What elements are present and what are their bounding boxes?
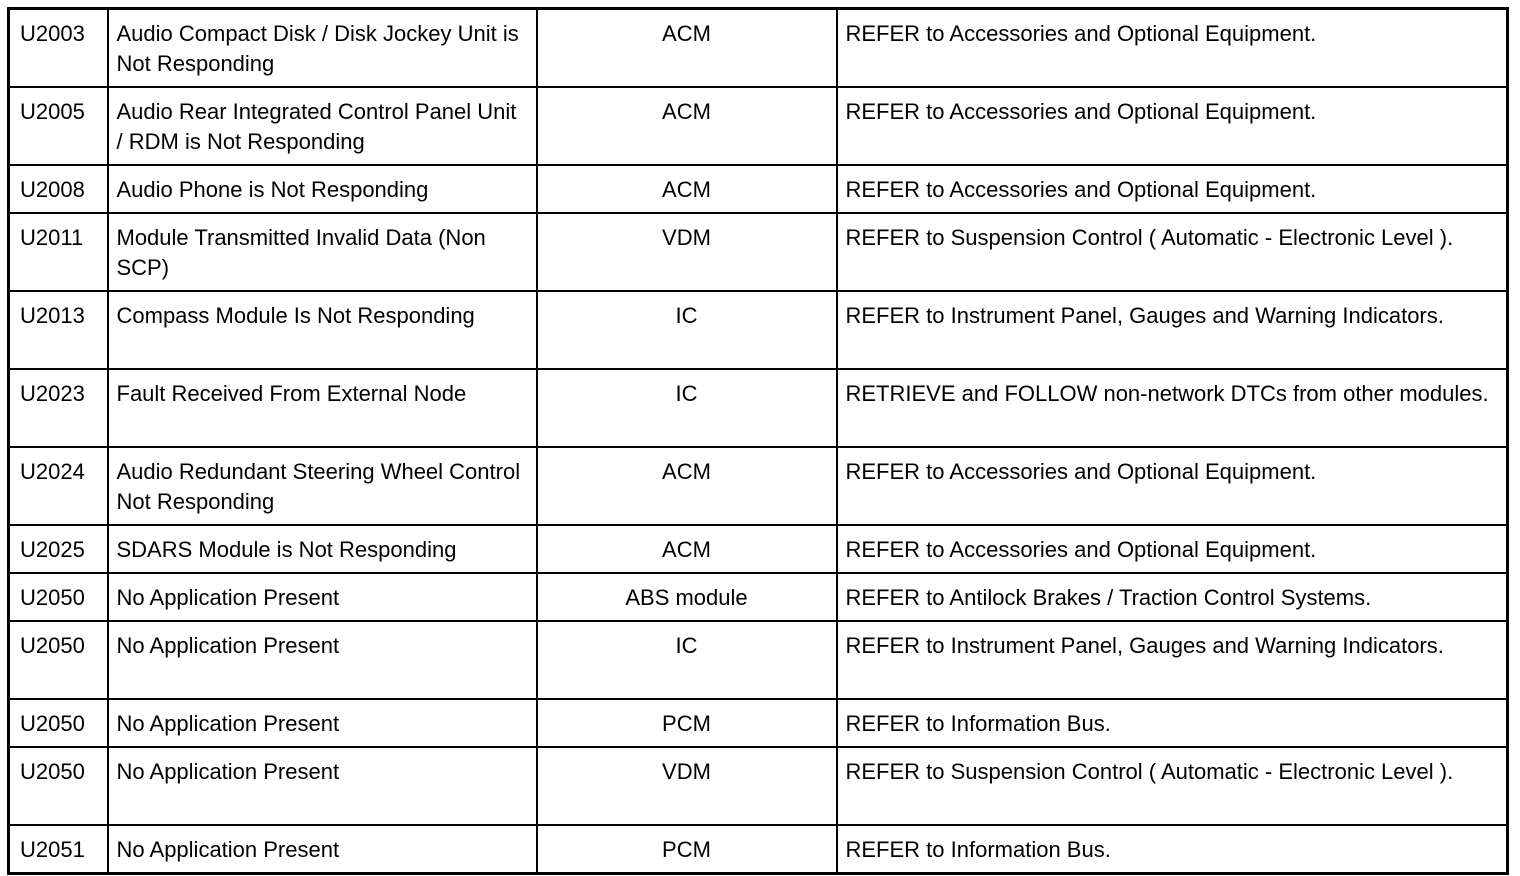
dtc-code: U2024 (9, 447, 108, 525)
dtc-action: REFER to Information Bus. (837, 825, 1508, 874)
table-row (9, 213, 1508, 291)
dtc-action: REFER to Accessories and Optional Equipment. (837, 87, 1508, 165)
table-row (9, 447, 1508, 525)
dtc-code: U2050 (9, 573, 108, 621)
dtc-code: U2011 (9, 213, 108, 291)
dtc-description: No Application Present (108, 747, 537, 825)
dtc-code: U2003 (9, 9, 108, 88)
dtc-action: REFER to Suspension Control ( Automatic - Electronic Level ). (837, 747, 1508, 825)
table-row (9, 291, 1508, 369)
dtc-action: REFER to Suspension Control ( Automatic - Electronic Level ). (837, 213, 1508, 291)
table-row (9, 699, 1508, 747)
dtc-module: PCM (537, 699, 837, 747)
dtc-description: SDARS Module is Not Responding (108, 525, 537, 573)
dtc-module: IC (537, 369, 837, 447)
dtc-table (7, 7, 1509, 875)
dtc-module: ACM (537, 87, 837, 165)
dtc-code: U2050 (9, 747, 108, 825)
dtc-action: REFER to Accessories and Optional Equipment. (837, 525, 1508, 573)
dtc-description: No Application Present (108, 573, 537, 621)
dtc-code: U2013 (9, 291, 108, 369)
dtc-description: Audio Compact Disk / Disk Jockey Unit is Not Responding (108, 9, 537, 88)
dtc-action: REFER to Instrument Panel, Gauges and Warning Indicators. (837, 291, 1508, 369)
dtc-description: Audio Redundant Steering Wheel Control Not Responding (108, 447, 537, 525)
dtc-code: U2005 (9, 87, 108, 165)
dtc-action: REFER to Accessories and Optional Equipment. (837, 165, 1508, 213)
dtc-description: No Application Present (108, 825, 537, 874)
table-row (9, 87, 1508, 165)
dtc-module: ACM (537, 525, 837, 573)
dtc-action: RETRIEVE and FOLLOW non-network DTCs from other modules. (837, 369, 1508, 447)
table-row (9, 747, 1508, 825)
dtc-description: No Application Present (108, 699, 537, 747)
dtc-action: REFER to Information Bus. (837, 699, 1508, 747)
dtc-module: PCM (537, 825, 837, 874)
dtc-description: No Application Present (108, 621, 537, 699)
dtc-action: REFER to Accessories and Optional Equipment. (837, 447, 1508, 525)
table-row (9, 825, 1508, 874)
dtc-code: U2008 (9, 165, 108, 213)
table-row (9, 573, 1508, 621)
dtc-module: ACM (537, 447, 837, 525)
table-row (9, 165, 1508, 213)
table-row (9, 525, 1508, 573)
dtc-module: ACM (537, 165, 837, 213)
dtc-description: Fault Received From External Node (108, 369, 537, 447)
dtc-module: IC (537, 291, 837, 369)
table-row (9, 369, 1508, 447)
dtc-action: REFER to Accessories and Optional Equipment. (837, 9, 1508, 88)
dtc-code: U2051 (9, 825, 108, 874)
dtc-code: U2050 (9, 621, 108, 699)
dtc-module: ABS module (537, 573, 837, 621)
dtc-description: Audio Rear Integrated Control Panel Unit / RDM is Not Responding (108, 87, 537, 165)
dtc-code: U2050 (9, 699, 108, 747)
dtc-code: U2023 (9, 369, 108, 447)
dtc-action: REFER to Instrument Panel, Gauges and Warning Indicators. (837, 621, 1508, 699)
dtc-description: Compass Module Is Not Responding (108, 291, 537, 369)
dtc-module: VDM (537, 213, 837, 291)
dtc-description: Module Transmitted Invalid Data (Non SCP) (108, 213, 537, 291)
dtc-module: VDM (537, 747, 837, 825)
dtc-action: REFER to Antilock Brakes / Traction Control Systems. (837, 573, 1508, 621)
dtc-module: IC (537, 621, 837, 699)
table-row (9, 9, 1508, 88)
dtc-code: U2025 (9, 525, 108, 573)
dtc-module: ACM (537, 9, 837, 88)
table-row (9, 621, 1508, 699)
dtc-description: Audio Phone is Not Responding (108, 165, 537, 213)
